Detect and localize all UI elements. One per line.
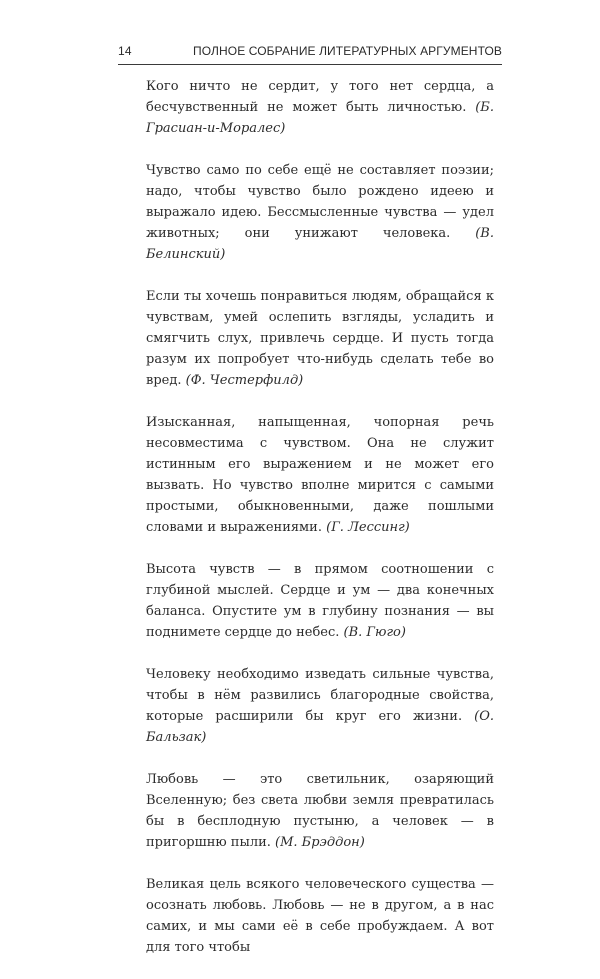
quote-paragraph: [146, 769, 494, 853]
quote-paragraph: [146, 874, 494, 958]
quote-author: (Г. Лессинг): [326, 520, 410, 535]
header-divider: [118, 64, 502, 65]
quote-paragraph: [146, 286, 494, 391]
quote-text: Человеку необходимо изведать сильные чувства, чтобы в нём развились благородные свойства, которые расширили бы круг его жизни.: [146, 667, 494, 724]
quote-author: (Ф. Честерфилд): [185, 373, 304, 388]
running-title: ПОЛНОЕ СОБРАНИЕ ЛИТЕРАТУРНЫХ АРГУМЕНТОВ: [193, 44, 502, 58]
quotes-body: [146, 76, 494, 979]
quote-text: Если ты хочешь понравиться людям, обращайся к чувствам, умей ослепить взгляды, усладить и смягчить слух, привлечь сердце. И пусть тогда разум их попробует что-нибудь сделать тебе во вред.: [146, 289, 494, 388]
quote-paragraph: [146, 76, 494, 139]
quote-paragraph: [146, 664, 494, 748]
quote-paragraph: [146, 160, 494, 265]
quote-author: (В. Гюго): [343, 625, 406, 640]
running-header: [118, 44, 502, 64]
quote-author: (О. Бальзак): [146, 709, 494, 745]
quote-author: (Б. Грасиан-и-Моралес): [146, 100, 494, 136]
quote-text: Чувство само по себе ещё не составляет поэзии; надо, чтобы чувство было рождено идеею и выражало идею. Бессмысленные чувства — удел животных; они унижают человека.: [146, 163, 494, 241]
quote-paragraph: [146, 412, 494, 538]
quote-text: Любовь — это светильник, озаряющий Вселенную; без света любви земля превратилась бы в бесплодную пустыню, а человек — в пригоршню пыли.: [146, 772, 494, 850]
quote-text: Кого ничто не сердит, у того нет сердца, а бесчувственный не может быть личностью.: [146, 79, 494, 115]
quote-text: Высота чувств — в прямом соотношении с глубиной мыслей. Сердце и ум — два конечных баланса. Опустите ум в глубину познания — вы поднимете сердце до небес.: [146, 562, 494, 640]
quote-text: Изысканная, напыщенная, чопорная речь несовместима с чувством. Она не служит истинным его выражением и не может его вызвать. Но чувство вполне мирится с самыми простыми, обыкновенными, даже пошлыми словами и выражениями.: [146, 415, 494, 535]
quote-author: (В. Белинский): [146, 226, 494, 262]
quote-paragraph: [146, 559, 494, 643]
quote-text: Великая цель всякого человеческого существа — осознать любовь. Любовь — не в другом, а в нас самих, и мы сами её в себе пробуждаем. А вот для того чтобы: [146, 877, 494, 955]
quote-author: (М. Брэддон): [275, 835, 365, 850]
page-number: 14: [118, 44, 132, 58]
